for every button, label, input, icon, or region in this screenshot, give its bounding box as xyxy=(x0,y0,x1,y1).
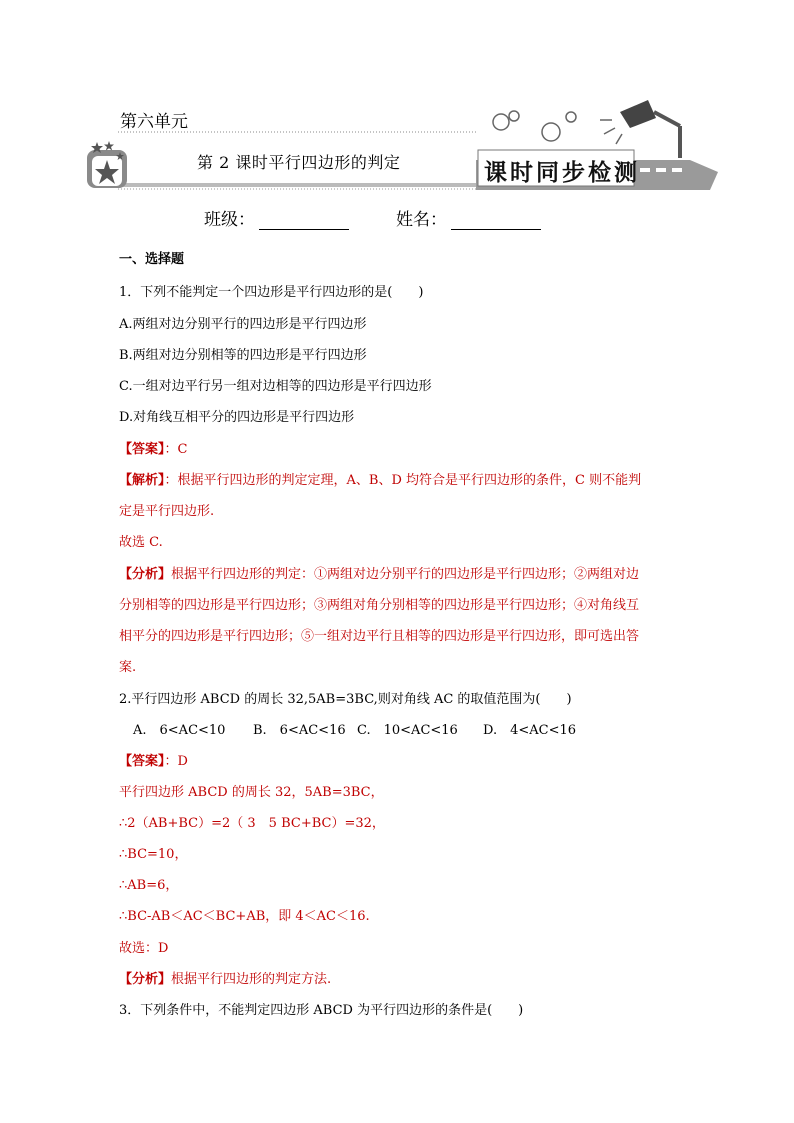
q1-option-a: A.两组对边分别平行的四边形是平行四边形 xyxy=(119,317,367,332)
q1-fenxi-text1: 根据平行四边形的判定：①两组对边分别平行的四边形是平行四边形；②两组对边 xyxy=(171,567,640,582)
name-label: 姓名： xyxy=(396,210,447,230)
q2-work-5: ∴BC-AB＜AC＜BC+AB，即 4＜AC＜16. xyxy=(119,909,370,924)
q2-answer-value: ：D xyxy=(164,754,188,769)
bubbles-icon xyxy=(493,111,576,141)
q2-options xyxy=(133,719,576,738)
star-badge-icon xyxy=(87,141,127,188)
q1-fenxi-line2: 分别相等的四边形是平行四边形；③两组对角分别相等的四边形是平行四边形；④对角线互 xyxy=(119,598,640,613)
q1-fenxi-line1 xyxy=(119,563,639,582)
q1-option-c: C.一组对边平行另一组对边相等的四边形是平行四边形 xyxy=(119,379,432,394)
q2-fenxi-text: 根据平行四边形的判定方法. xyxy=(171,972,332,987)
class-blank[interactable] xyxy=(259,213,349,230)
q1-analysis-text1: ：根据平行四边形的判定定理，A、B、D 均符合是平行四边形的条件，C 则不能判 xyxy=(164,473,642,488)
q1-stem: 1．下列不能判定一个四边形是平行四边形的是( ) xyxy=(119,285,424,300)
lamp-head-icon xyxy=(620,100,656,128)
q1-answer-value: ：C xyxy=(164,442,188,457)
q1-option-d: D.对角线互相平分的四边形是平行四边形 xyxy=(119,410,355,425)
lesson-title: 第 2 课时平行四边形的判定 xyxy=(197,153,401,172)
q2-stem: 2.平行四边形 ABCD 的周长 32,5AB=3BC,则对角线 AC 的取值范围为( ) xyxy=(119,692,572,707)
q2-option-a: A. 6<AC<10 xyxy=(133,723,226,738)
q2-option-c: C. 10<AC<16 xyxy=(357,723,458,738)
q2-answer xyxy=(119,750,188,769)
q1-fenxi-line3: 相平分的四边形是平行四边形；⑤一组对边平行且相等的四边形是平行四边形，即可选出答 xyxy=(119,629,640,644)
class-label: 班级： xyxy=(204,210,255,230)
section-title: 一、选择题 xyxy=(119,252,185,267)
q1-analysis-tag: 【解析】 xyxy=(119,473,165,488)
q3-stem: 3．下列条件中，不能判定四边形 ABCD 为平行四边形的条件是( ) xyxy=(119,1003,524,1018)
name-blank[interactable] xyxy=(451,213,541,230)
name-field xyxy=(396,205,541,230)
q2-fenxi xyxy=(119,968,331,987)
q1-answer-tag: 【答案】 xyxy=(119,442,165,457)
q2-choose: 故选：D xyxy=(119,941,169,956)
q1-fenxi-tag: 【分析】 xyxy=(119,567,172,582)
q1-fenxi-line4: 案. xyxy=(119,660,137,675)
q1-answer xyxy=(119,438,187,457)
desk-lamp-icon xyxy=(654,112,680,158)
class-field xyxy=(204,205,349,230)
q2-work-4: ∴AB=6， xyxy=(119,878,179,893)
q1-analysis-line1 xyxy=(119,469,641,488)
q2-option-b: B. 6<AC<16 xyxy=(253,723,346,738)
q1-analysis-line2: 定是平行四边形. xyxy=(119,504,215,519)
q2-answer-tag: 【答案】 xyxy=(119,754,165,769)
q2-work-2: ∴2（AB+BC）=2（ 3 5 BC+BC）=32， xyxy=(119,816,385,831)
q1-choose: 故选 C. xyxy=(119,535,163,550)
unit-title: 第六单元 xyxy=(120,112,188,132)
q2-work-1: 平行四边形 ABCD 的周长 32，5AB=3BC， xyxy=(119,785,384,800)
q2-option-d: D. 4<AC<16 xyxy=(483,723,577,738)
q2-work-3: ∴BC=10， xyxy=(119,847,188,862)
badge-title: 课时同步检测 xyxy=(484,159,640,186)
q2-fenxi-tag: 【分析】 xyxy=(119,972,172,987)
q1-option-b: B.两组对边分别相等的四边形是平行四边形 xyxy=(119,348,367,363)
